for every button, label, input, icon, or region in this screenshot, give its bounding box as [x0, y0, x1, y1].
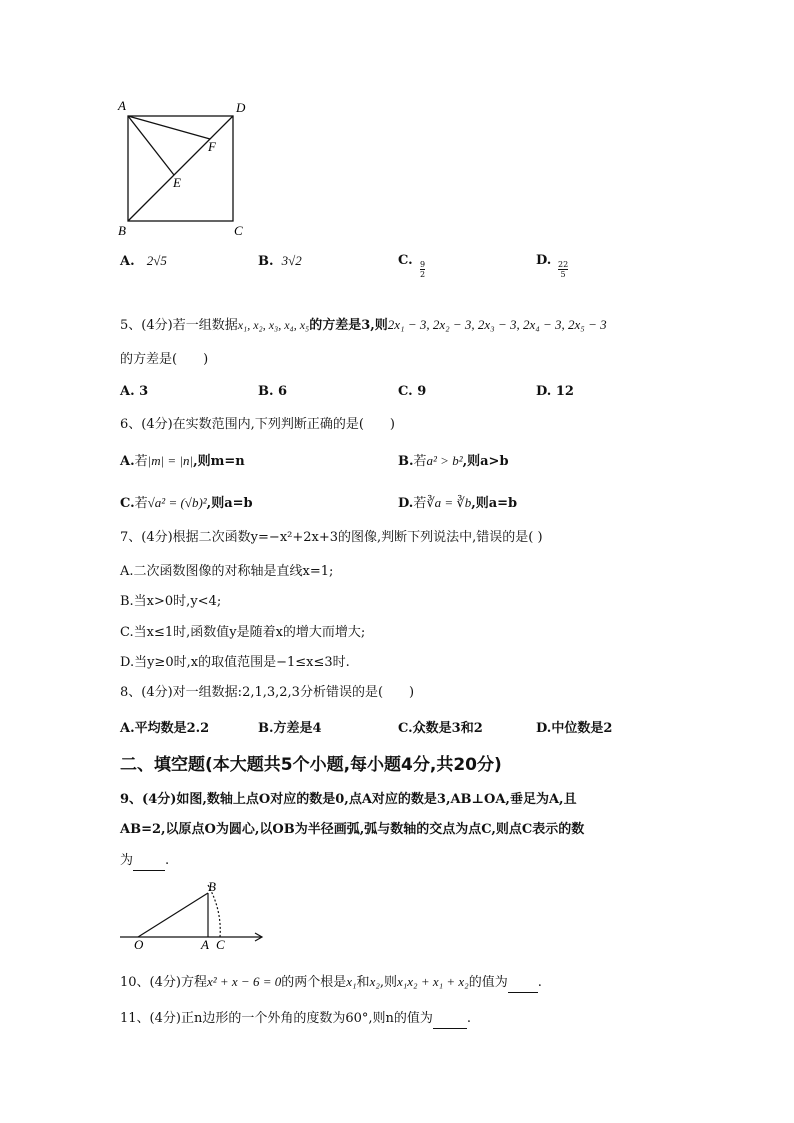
label-b: B — [118, 223, 126, 238]
q4-option-d[interactable]: D. $\frac{22}{5}$ — [536, 253, 569, 279]
fraction: $\frac{22}{5}$ — [558, 260, 569, 279]
fraction: $\frac{9}{2}$ — [420, 260, 426, 279]
q5-stem-line2: 的方差是( ) — [120, 352, 209, 367]
q6-stem: 6、(4分)在实数范围内,下列判断正确的是( ) — [120, 417, 395, 432]
q11-stem: 11、(4分)正n边形的一个外角的度数为60°,则n的值为 . — [120, 1010, 471, 1029]
q8-option-c[interactable]: C.众数是3和2 — [398, 721, 483, 736]
section-heading: 二、填空题(本大题共5个小题,每小题4分,共20分) — [120, 755, 502, 775]
label-a: A — [201, 937, 209, 952]
label-d: D — [236, 100, 246, 115]
q6-option-b[interactable]: B.若a² > b²,则a>b — [398, 453, 509, 469]
segment-ae — [128, 116, 174, 175]
q8-option-b[interactable]: B.方差是4 — [258, 721, 322, 736]
diagonal-bd — [128, 116, 233, 221]
q5-option-d[interactable]: D. 12 — [536, 384, 574, 399]
label-c: C — [234, 223, 243, 238]
label-a: A — [118, 98, 126, 113]
q9-stem-line2: AB=2,以原点O为圆心,以OB为半径画弧,弧与数轴的交点为点C,则点C表示的数 — [120, 822, 585, 837]
q7-stem: 7、(4分)根据二次函数y=−x²+2x+3的图像,判断下列说法中,错误的是( ) — [120, 530, 543, 545]
label-e: E — [173, 175, 181, 190]
label-b: B — [208, 879, 216, 894]
q4-option-b[interactable]: B. 3√2 — [258, 253, 302, 269]
segment-af — [128, 116, 210, 139]
answer-blank[interactable] — [133, 852, 165, 871]
q8-option-d[interactable]: D.中位数是2 — [536, 721, 613, 736]
q8-stem: 8、(4分)对一组数据:2,1,3,2,3分析错误的是( ) — [120, 685, 415, 700]
answer-blank[interactable] — [508, 974, 538, 993]
q8-option-a[interactable]: A.平均数是2.2 — [120, 721, 210, 736]
q10-stem: 10、(4分)方程x² + x − 6 = 0的两个根是x₁和x₂,则x₁x₂ + x₁ + x₂的值为 . — [120, 973, 542, 993]
label-c: C — [216, 937, 225, 952]
q5-option-a[interactable]: A. 3 — [120, 384, 149, 399]
label-f: F — [208, 139, 216, 154]
q7-option-d[interactable]: D.当y≥0时,x的取值范围是−1≤x≤3时. — [120, 655, 350, 670]
label-o: O — [134, 937, 144, 952]
q9-stem-line1: 9、(4分)如图,数轴上点O对应的数是0,点A对应的数是3,AB⊥OA,垂足为A,且 — [120, 792, 577, 807]
q6-option-d[interactable]: D.若∛a = ∛b,则a=b — [398, 495, 518, 511]
q6-option-a[interactable]: A.若|m| = |n|,则m=n — [120, 453, 245, 469]
q9-stem-line3: 为 . — [120, 852, 169, 871]
q6-option-c[interactable]: C.若√a² = (√b)²,则a=b — [120, 495, 253, 511]
q5-stem: 5、(4分)若一组数据x₁, x₂, x₃, x₄, x₅的方差是3,则2x₁ − 3, 2x₂ − 3, 2x₃ − 3, 2x₄ − 3, 2x₅ − 3 — [120, 317, 607, 333]
q4-option-a[interactable]: A. 2√5 — [120, 253, 167, 269]
number-line-figure — [116, 874, 276, 954]
square-figure — [112, 96, 257, 241]
q7-option-b[interactable]: B.当x>0时,y<4; — [120, 594, 222, 609]
answer-blank[interactable] — [433, 1010, 467, 1029]
q4-option-c[interactable]: C. $\frac{9}{2}$ — [398, 253, 426, 279]
q7-option-a[interactable]: A.二次函数图像的对称轴是直线x=1; — [120, 564, 334, 579]
q5-option-b[interactable]: B. 6 — [258, 384, 288, 399]
q7-option-c[interactable]: C.当x≤1时,函数值y是随着x的增大而增大; — [120, 625, 366, 640]
segment-ob — [138, 893, 208, 937]
q5-option-c[interactable]: C. 9 — [398, 384, 427, 399]
